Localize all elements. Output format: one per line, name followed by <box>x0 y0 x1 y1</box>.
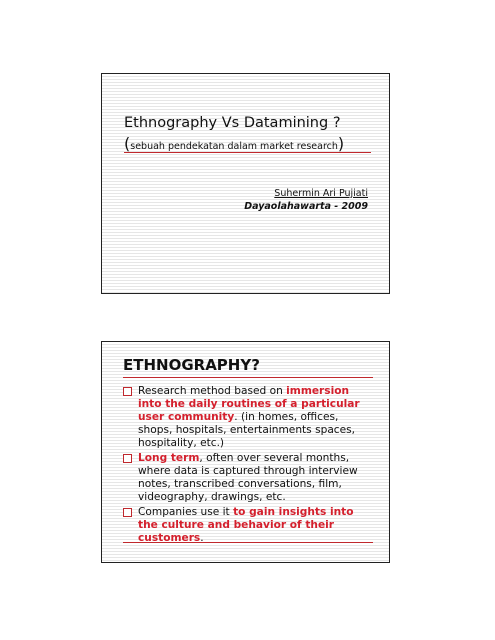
bullet-text: . <box>200 532 204 544</box>
organization-year: Dayaolahawarta - 2009 <box>244 201 368 212</box>
bullet-text: Research method based on <box>138 385 287 397</box>
bullet-highlight: to gain insights into the culture and behavior of their customers <box>138 506 354 544</box>
bullet-highlight: immersion into the daily routines of a particular user community <box>138 385 360 423</box>
title-divider <box>124 152 371 153</box>
bullet-text: . (in homes, offices, shops, hospitals, entertainments spaces, hospitality, etc.) <box>138 411 356 449</box>
checkbox-bullet-icon <box>123 387 132 396</box>
checkbox-bullet-icon <box>123 454 132 463</box>
checkbox-bullet-icon <box>123 508 132 517</box>
bullet-list <box>123 385 373 547</box>
bullet-item <box>123 385 373 450</box>
slide-subtitle <box>124 134 344 153</box>
ethnography-slide <box>101 341 390 563</box>
bullet-text: , often over several months, where data is captured through interview notes, transcribed conversations, film, videography, drawings, etc. <box>138 452 358 503</box>
slide-title: Ethnography Vs Datamining ? <box>124 115 341 131</box>
bottom-divider <box>123 542 373 543</box>
subtitle-close-paren: ) <box>337 134 345 153</box>
subtitle-text: sebuah pendekatan dalam market research <box>130 141 338 152</box>
heading-divider <box>123 377 373 378</box>
title-slide <box>101 73 390 294</box>
bullet-highlight: Long term <box>138 452 200 464</box>
slide-heading: ETHNOGRAPHY? <box>123 356 260 374</box>
author-name: Suhermin Ari Pujiati <box>274 188 368 199</box>
bullet-item <box>123 506 373 545</box>
bullet-item <box>123 452 373 504</box>
bullet-text: Companies use it <box>138 506 234 518</box>
subtitle-open-paren: ( <box>124 134 131 153</box>
